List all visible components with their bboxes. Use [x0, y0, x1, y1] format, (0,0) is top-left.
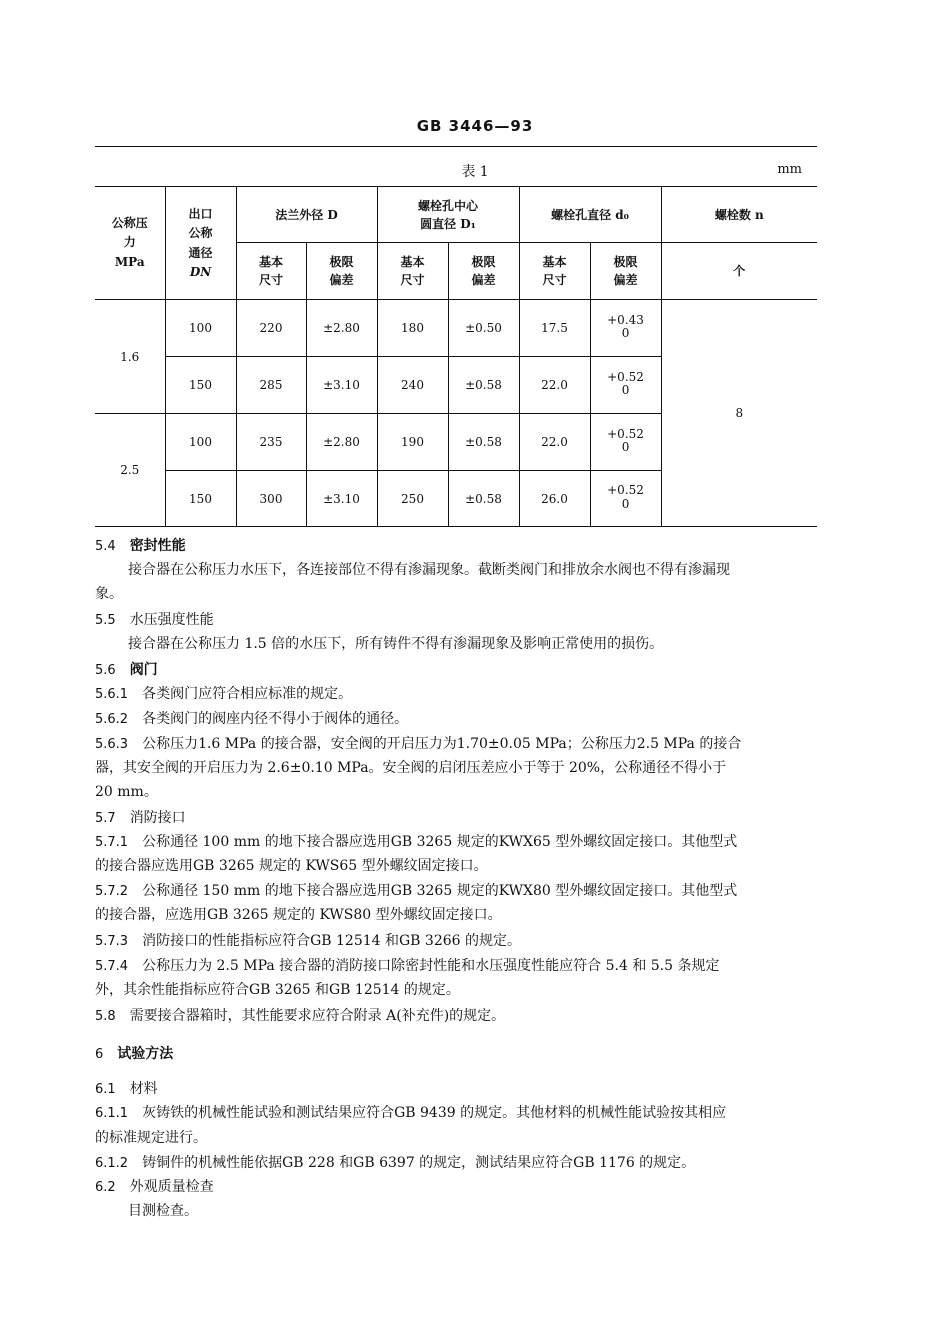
header-bolt-circle: 螺栓孔中心 圆直径 D₁ — [377, 187, 519, 243]
sub-dev: 极限偏差 — [590, 243, 661, 300]
cell-d: 300 — [236, 471, 306, 527]
cell-dn: 150 — [165, 471, 236, 527]
section-6-2-body: 目测检查。 — [128, 1203, 198, 1219]
cell-d1: 250 — [377, 471, 448, 527]
section-5-6-3-cont: 器，其安全阀的开启压力为 2.6±0.10 MPa。安全阀的启闭压差应小于等于 20%，公称通径不得小于 — [95, 760, 727, 776]
cell-d: 220 — [236, 300, 306, 357]
cell-d1-dev: ±0.58 — [448, 471, 519, 527]
section-5-7-1-cont: 的接合器应选用GB 3265 规定的 KWS65 型外螺纹固定接口。 — [95, 858, 488, 874]
section-5-6-heading: 5.6 阀门 — [95, 662, 158, 678]
cell-d1: 180 — [377, 300, 448, 357]
section-6-1-1: 6.1.1 灰铸铁的机械性能试验和测试结果应符合GB 9439 的规定。其他材料的机械性能试验按其相应 — [95, 1105, 727, 1121]
section-5-4-body-cont: 象。 — [95, 586, 123, 602]
header-dn: 出口公称通径 DN — [165, 187, 236, 300]
sub-dev: 极限偏差 — [306, 243, 377, 300]
header-pressure: 公称压力MPa — [95, 187, 165, 300]
cell-d0-dev: +0.43 0 — [590, 300, 661, 357]
sub-basic: 基本尺寸 — [519, 243, 590, 300]
section-5-7-4-cont: 外，其余性能指标应符合GB 3265 和GB 12514 的规定。 — [95, 982, 460, 998]
section-5-5-body: 接合器在公称压力 1.5 倍的水压下，所有铸件不得有渗漏现象及影响正常使用的损伤。 — [128, 636, 664, 652]
cell-d0-dev: +0.52 0 — [590, 357, 661, 414]
section-5-5-heading: 5.5 水压强度性能 — [95, 612, 214, 628]
sub-basic: 基本尺寸 — [377, 243, 448, 300]
section-5-6-3-cont2: 20 mm。 — [95, 784, 158, 800]
section-5-6-2: 5.6.2 各类阀门的阀座内径不得小于阀体的通径。 — [95, 711, 409, 727]
standard-code-header: GB 3446—93 — [416, 117, 534, 135]
section-5-8: 5.8 需要接合器箱时，其性能要求应符合附录 A(补充件)的规定。 — [95, 1008, 506, 1024]
cell-dn: 100 — [165, 300, 236, 357]
table-row — [95, 300, 817, 357]
section-6-2-heading: 6.2 外观质量检查 — [95, 1179, 214, 1195]
sub-dev: 极限偏差 — [448, 243, 519, 300]
section-5-7-heading: 5.7 消防接口 — [95, 810, 186, 826]
section-6-1-heading: 6.1 材料 — [95, 1081, 158, 1097]
section-5-4-heading: 5.4 密封性能 — [95, 538, 186, 554]
cell-d0: 26.0 — [519, 471, 590, 527]
header-bolt-count: 螺栓数 n — [661, 187, 817, 243]
cell-d1: 240 — [377, 357, 448, 414]
sub-basic: 基本尺寸 — [236, 243, 306, 300]
cell-d: 235 — [236, 414, 306, 471]
header-rule — [95, 146, 817, 147]
section-5-4-body: 接合器在公称压力水压下，各连接部位不得有渗漏现象。截断类阀门和排放余水阀也不得有渗漏现 — [128, 562, 730, 578]
section-5-7-2: 5.7.2 公称通径 150 mm 的地下接合器应选用GB 3265 规定的KWX80 型外螺纹固定接口。其他型式 — [95, 883, 738, 899]
table-unit: mm — [777, 162, 802, 177]
cell-pressure: 2.5 — [95, 414, 165, 527]
header-flange-d: 法兰外径 D — [236, 187, 377, 243]
section-5-7-3: 5.7.3 消防接口的性能指标应符合GB 12514 和GB 3266 的规定。 — [95, 933, 521, 949]
cell-bolt-count: 8 — [661, 300, 817, 527]
cell-d-dev: ±3.10 — [306, 357, 377, 414]
cell-pressure: 1.6 — [95, 300, 165, 414]
cell-d-dev: ±2.80 — [306, 300, 377, 357]
cell-d1-dev: ±0.58 — [448, 414, 519, 471]
cell-d-dev: ±3.10 — [306, 471, 377, 527]
section-5-7-4: 5.7.4 公称压力为 2.5 MPa 接合器的消防接口除密封性能和水压强度性能应符合 5.4 和 5.5 条规定 — [95, 958, 720, 974]
section-6-1-2: 6.1.2 铸铜件的机械性能依据GB 228 和GB 6397 的规定，测试结果应符合GB 1176 的规定。 — [95, 1155, 696, 1171]
table-caption: 表 1 — [461, 164, 489, 180]
flange-spec-table — [95, 186, 817, 527]
cell-d1-dev: ±0.50 — [448, 300, 519, 357]
section-6-1-1-cont: 的标准规定进行。 — [95, 1130, 207, 1146]
cell-d0: 22.0 — [519, 357, 590, 414]
section-6-heading: 6 试验方法 — [95, 1046, 174, 1062]
section-5-6-1: 5.6.1 各类阀门应符合相应标准的规定。 — [95, 686, 353, 702]
section-5-7-1: 5.7.1 公称通径 100 mm 的地下接合器应选用GB 3265 规定的KWX65 型外螺纹固定接口。其他型式 — [95, 834, 738, 850]
cell-d0-dev: +0.52 0 — [590, 471, 661, 527]
cell-d-dev: ±2.80 — [306, 414, 377, 471]
cell-d0: 22.0 — [519, 414, 590, 471]
section-5-7-2-cont: 的接合器，应选用GB 3265 规定的 KWS80 型外螺纹固定接口。 — [95, 907, 502, 923]
cell-dn: 100 — [165, 414, 236, 471]
cell-d0: 17.5 — [519, 300, 590, 357]
section-5-6-3: 5.6.3 公称压力1.6 MPa 的接合器，安全阀的开启压力为1.70±0.05 MPa；公称压力2.5 MPa 的接合 — [95, 736, 742, 752]
cell-d0-dev: +0.52 0 — [590, 414, 661, 471]
cell-dn: 150 — [165, 357, 236, 414]
cell-d1-dev: ±0.58 — [448, 357, 519, 414]
header-bolt-hole: 螺栓孔直径 d₀ — [519, 187, 661, 243]
cell-d1: 190 — [377, 414, 448, 471]
unit-piece: 个 — [661, 243, 817, 300]
cell-d: 285 — [236, 357, 306, 414]
